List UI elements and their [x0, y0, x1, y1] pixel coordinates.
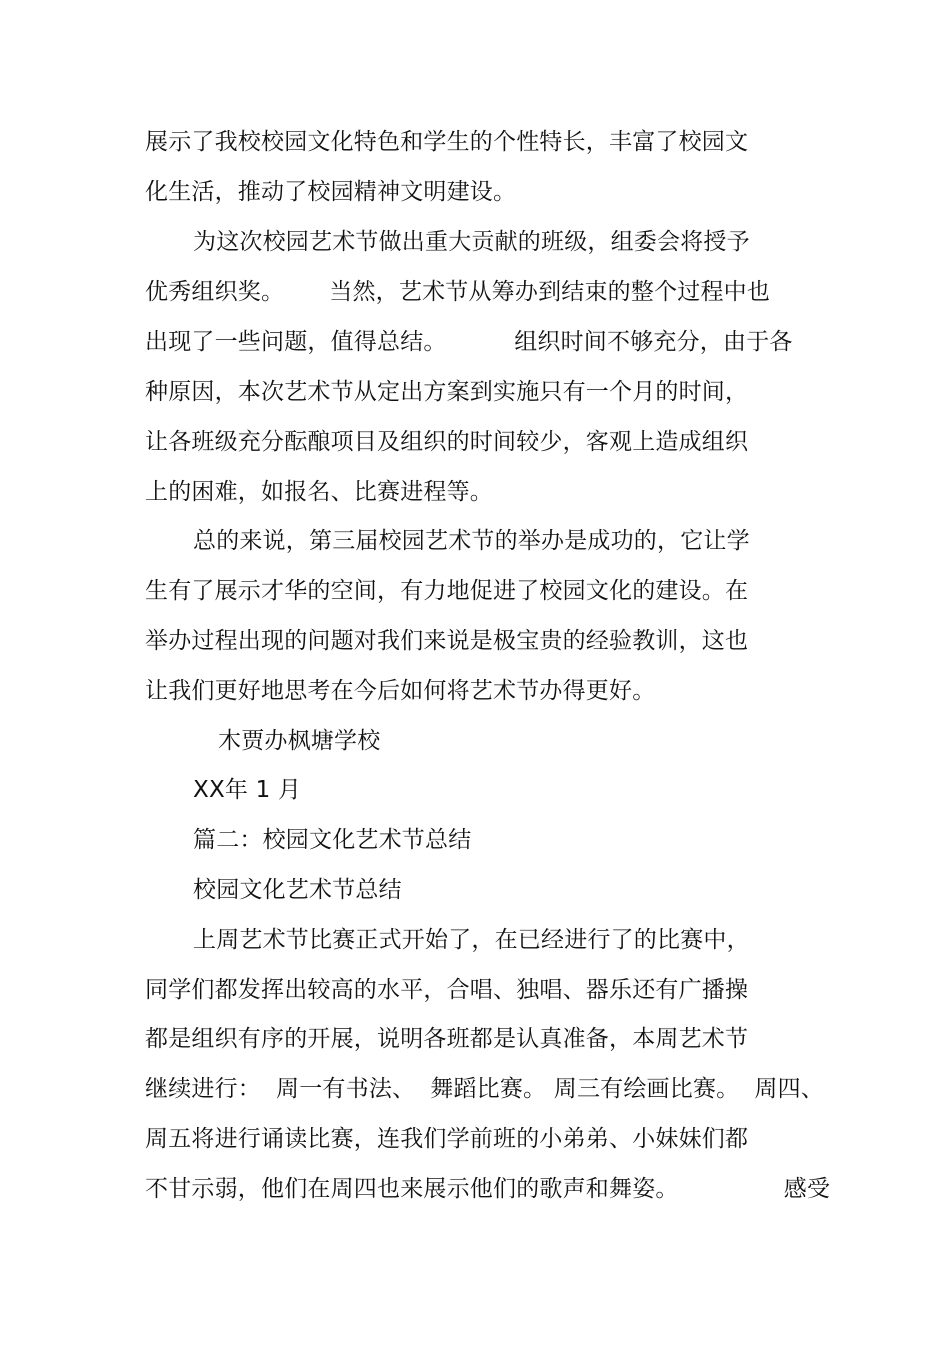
paragraph-line: 上的困难，如报名、比赛进程等。	[145, 479, 493, 505]
section-heading: 篇二：校园文化艺术节总结	[193, 827, 472, 853]
paragraph-line: 同学们都发挥出较高的水平，合唱、独唱、器乐还有广播操	[145, 977, 749, 1003]
paragraph-line: 优秀组织奖。 当然，艺术节从筹办到结束的整个过程中也	[145, 279, 771, 305]
paragraph-line: 上周艺术节比赛正式开始了，在已经进行了的比赛中，	[193, 927, 750, 953]
article-title: 校园文化艺术节总结	[193, 877, 402, 903]
paragraph-line: 让各班级充分酝酿项目及组织的时间较少，客观上造成组织	[145, 429, 749, 455]
signature-date: XX年 1 月	[193, 777, 302, 803]
paragraph-line: 不甘示弱，他们在周四也来展示他们的歌声和舞姿。 感受	[145, 1176, 831, 1202]
paragraph-line: 生有了展示才华的空间，有力地促进了校园文化的建设。在	[145, 578, 749, 604]
paragraph-line: 化生活，推动了校园精神文明建设。	[145, 179, 517, 205]
paragraph-line: 举办过程出现的问题对我们来说是极宝贵的经验教训，这也	[145, 628, 749, 654]
paragraph-line: 展示了我校校园文化特色和学生的个性特长，丰富了校园文	[145, 129, 749, 155]
paragraph-line: 出现了一些问题，值得总结。 组织时间不够充分，由于各	[145, 329, 793, 355]
paragraph-line: 继续进行： 周一有书法、 舞蹈比赛。 周三有绘画比赛。 周四、	[145, 1076, 824, 1102]
signature-school: 木贾办枫塘学校	[218, 728, 381, 754]
paragraph-line: 都是组织有序的开展，说明各班都是认真准备，本周艺术节	[145, 1026, 749, 1052]
paragraph-line: 为这次校园艺术节做出重大贡献的班级，组委会将授予	[193, 229, 750, 255]
paragraph-line: 总的来说，第三届校园艺术节的举办是成功的，它让学	[193, 528, 750, 554]
paragraph-line: 周五将进行诵读比赛，连我们学前班的小弟弟、小妹妹们都	[145, 1126, 749, 1152]
paragraph-line: 让我们更好地思考在今后如何将艺术节办得更好。	[145, 678, 656, 704]
paragraph-line: 种原因，本次艺术节从定出方案到实施只有一个月的时间，	[145, 379, 749, 405]
